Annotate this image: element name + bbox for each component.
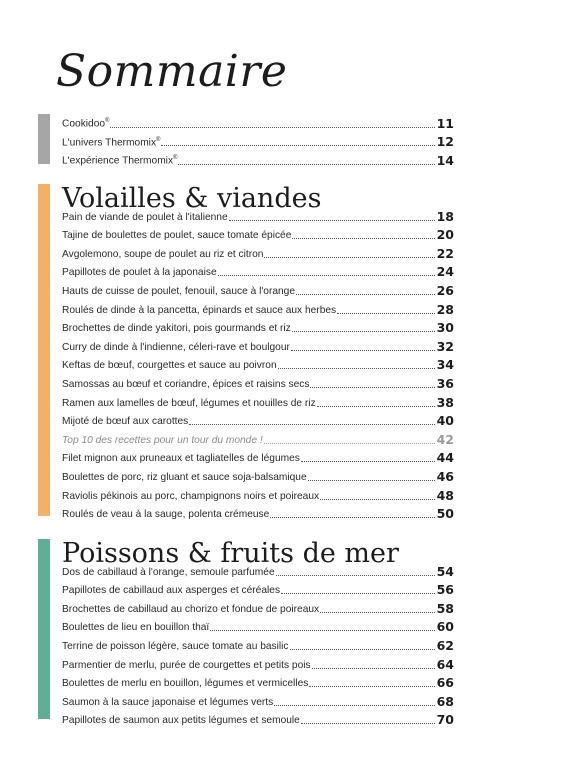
toc-entry-page-number: 60 (436, 619, 454, 635)
toc-entry-label: Mijoté de bœuf aux carottes (62, 416, 189, 428)
toc-entry-page-number: 70 (436, 712, 454, 728)
toc-entry-label: Tajine de boulettes de poulet, sauce tomate épicée (62, 230, 292, 242)
toc-entry-label: Hauts de cuisse de poulet, fenouil, sauce à l'orange (62, 285, 296, 297)
dot-leader (274, 705, 434, 706)
toc-entry-label: Raviolis pékinois au porc, champignons noirs et poireaux (62, 490, 320, 502)
toc-entry[interactable] (62, 279, 454, 298)
toc-entry[interactable] (62, 354, 454, 373)
toc-entry-page-number: 30 (436, 320, 454, 336)
dot-leader (270, 517, 434, 518)
toc-entry[interactable] (62, 317, 454, 336)
toc-entry-label: Pain de viande de poulet à l'italienne (62, 211, 228, 223)
toc-entry-page-number: 42 (436, 431, 454, 447)
toc-entry-page-number: 48 (436, 487, 454, 503)
toc-entry-page-number: 12 (436, 134, 454, 150)
toc-entry-label: Avgolemono, soupe de poulet au riz et citron (62, 248, 264, 260)
toc-entry-page-number: 68 (436, 693, 454, 709)
toc-list-intro (62, 112, 454, 168)
toc-entry-page-number: 64 (436, 656, 454, 672)
toc-entry-label: Terrine de poisson légère, sauce tomate au basilic (62, 640, 289, 652)
toc-entry-page-number: 54 (436, 563, 454, 579)
toc-entry[interactable] (62, 579, 454, 598)
page-title: Sommaire (56, 46, 288, 97)
toc-entry-label: Parmentier de merlu, purée de courgettes et petits pois (62, 659, 311, 671)
toc-entry[interactable] (62, 261, 454, 280)
toc-entry[interactable] (62, 298, 454, 317)
dot-leader (218, 275, 435, 276)
toc-entry[interactable] (62, 447, 454, 466)
toc-entry[interactable] (62, 634, 454, 653)
toc-entry-page-number: 56 (436, 582, 454, 598)
toc-entry-page-number: 34 (436, 357, 454, 373)
toc-entry-page-number: 26 (436, 282, 454, 298)
dot-leader (278, 368, 435, 369)
toc-entry-label: Top 10 des recettes pour un tour du monde ! (62, 434, 263, 446)
dot-leader (292, 331, 435, 332)
toc-entry-page-number: 62 (436, 637, 454, 653)
dot-leader (210, 630, 434, 631)
toc-entry[interactable] (62, 131, 454, 150)
toc-entry[interactable] (62, 560, 454, 579)
toc-entry-label: L'univers Thermomix® (62, 136, 161, 149)
dot-leader (337, 313, 434, 314)
toc-entry-page-number: 14 (436, 152, 454, 168)
toc-entry-label: Ramen aux lamelles de bœuf, légumes et nouilles de riz (62, 397, 316, 409)
dot-leader (189, 424, 434, 425)
toc-entry[interactable] (62, 709, 454, 728)
toc-entry-page-number: 46 (436, 468, 454, 484)
toc-entry[interactable] (62, 428, 454, 447)
dot-leader (312, 668, 435, 669)
toc-entry-label: Roulés de veau à la sauge, polenta crémeuse (62, 509, 270, 521)
toc-entry-page-number: 20 (436, 227, 454, 243)
toc-entry-label: Papillotes de cabillaud aux asperges et céréales (62, 585, 281, 597)
toc-entry-page-number: 24 (436, 264, 454, 280)
toc-entry[interactable] (62, 410, 454, 429)
toc-entry-label: Papillotes de poulet à la japonaise (62, 267, 217, 279)
toc-entry-label: Cookidoo® (62, 118, 110, 130)
dot-leader (291, 350, 435, 351)
toc-list-volailles (62, 205, 454, 521)
toc-entry[interactable] (62, 372, 454, 391)
dot-leader (301, 461, 435, 462)
dot-leader (264, 257, 434, 258)
section-color-bar-volailles (38, 184, 50, 516)
toc-entry-page-number: 36 (436, 375, 454, 391)
dot-leader (317, 406, 435, 407)
toc-list-poissons (62, 560, 454, 727)
registered-mark: ® (173, 155, 178, 162)
section-heading-poissons: Poissons & fruits de mer (62, 538, 399, 569)
dot-leader (320, 612, 434, 613)
toc-entry[interactable] (62, 391, 454, 410)
toc-entry-label: Boulettes de merlu en bouillon, légumes et vermicelles (62, 678, 309, 690)
toc-entry-label: Filet mignon aux pruneaux et tagliatelles de légumes (62, 453, 300, 465)
dot-leader (276, 575, 435, 576)
toc-entry-page-number: 18 (436, 208, 454, 224)
dot-leader (310, 387, 434, 388)
toc-entry[interactable] (62, 149, 454, 168)
dot-leader (301, 723, 435, 724)
toc-entry[interactable] (62, 465, 454, 484)
toc-entry[interactable] (62, 335, 454, 354)
toc-entry-label: Boulettes de porc, riz gluant et sauce soja-balsamique (62, 471, 307, 483)
dot-leader (296, 294, 435, 295)
registered-mark: ® (105, 118, 110, 125)
toc-entry-page-number: 40 (436, 413, 454, 429)
toc-entry[interactable] (62, 616, 454, 635)
dot-leader (308, 480, 435, 481)
toc-entry[interactable] (62, 597, 454, 616)
dot-leader (309, 686, 434, 687)
toc-entry-label: Brochettes de cabillaud au chorizo et fondue de poireaux (62, 603, 320, 615)
section-color-bar-intro (38, 114, 50, 164)
toc-entry-label: Keftas de bœuf, courgettes et sauce au poivron (62, 360, 277, 372)
toc-entry-page-number: 58 (436, 600, 454, 616)
dot-leader (229, 220, 435, 221)
dot-leader (320, 499, 435, 500)
toc-entry[interactable] (62, 503, 454, 522)
toc-entry-label: Saumon à la sauce japonaise et légumes verts (62, 696, 274, 708)
toc-entry-page-number: 44 (436, 450, 454, 466)
toc-entry[interactable] (62, 690, 454, 709)
toc-entry-page-number: 28 (436, 301, 454, 317)
toc-entry[interactable] (62, 242, 454, 261)
toc-entry-label: Roulés de dinde à la pancetta, épinards et sauce aux herbes (62, 304, 337, 316)
toc-entry[interactable] (62, 224, 454, 243)
dot-leader (281, 593, 435, 594)
toc-entry[interactable] (62, 653, 454, 672)
toc-entry[interactable] (62, 672, 454, 691)
toc-entry-page-number: 32 (436, 338, 454, 354)
dot-leader (292, 238, 434, 239)
dot-leader (178, 164, 434, 165)
section-color-bar-poissons (38, 539, 50, 719)
dot-leader (161, 145, 434, 146)
toc-entry-label: Dos de cabillaud à l'orange, semoule parfumée (62, 566, 275, 578)
dot-leader (110, 127, 434, 128)
toc-entry-page-number: 66 (436, 675, 454, 691)
dot-leader (264, 443, 435, 444)
toc-entry-label: Brochettes de dinde yakitori, pois gourmands et riz (62, 323, 291, 335)
toc-entry-label: L'expérience Thermomix® (62, 155, 178, 167)
toc-entry-page-number: 11 (436, 115, 454, 131)
registered-mark: ® (156, 136, 161, 143)
toc-entry-label: Samossas au bœuf et coriandre, épices et raisins secs (62, 378, 310, 390)
toc-entry[interactable] (62, 484, 454, 503)
toc-entry-page-number: 50 (436, 506, 454, 522)
toc-entry-label: Papillotes de saumon aux petits légumes et semoule (62, 715, 300, 727)
dot-leader (290, 649, 435, 650)
toc-entry-page-number: 22 (436, 245, 454, 261)
toc-entry-label: Curry de dinde à l'indienne, céleri-rave et boulgour (62, 341, 290, 353)
section-heading-volailles: Volailles & viandes (62, 183, 322, 214)
toc-entry-page-number: 38 (436, 394, 454, 410)
toc-entry[interactable] (62, 112, 454, 131)
toc-entry-label: Boulettes de lieu en bouillon thaï (62, 622, 210, 634)
toc-entry[interactable] (62, 205, 454, 224)
